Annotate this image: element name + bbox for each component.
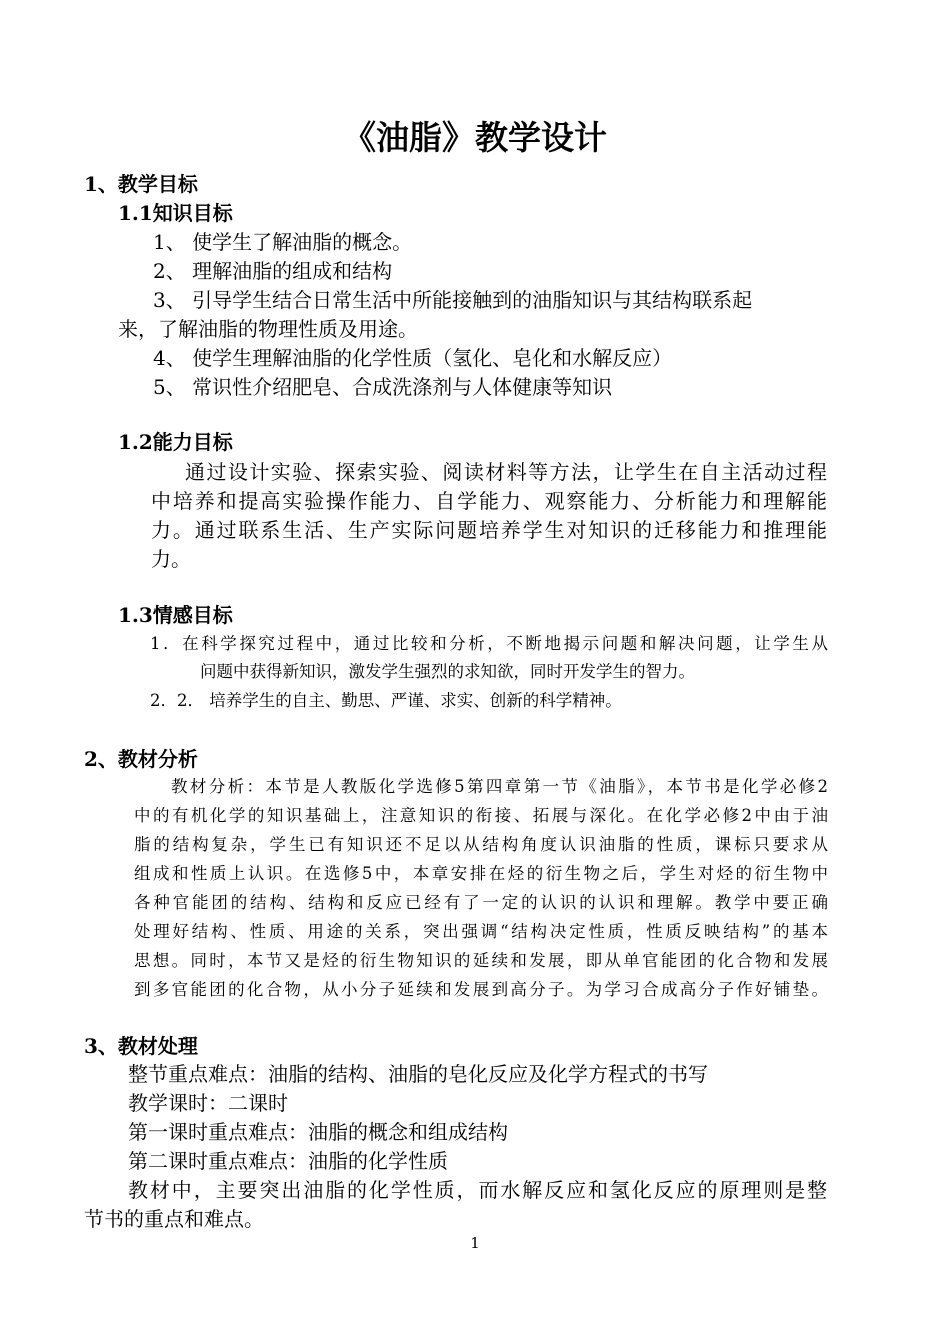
section-3-heading: 3、教材处理 <box>84 1034 198 1058</box>
processing-summary-line-1: 教材中，主要突出油脂的化学性质，而水解反应和氢化反应的原理则是整 <box>128 1178 827 1202</box>
analysis-line-8: 到多官能团的化合物，从小分子延续和发展到高分子。为学习合成高分子作好铺垫。 <box>134 980 828 999</box>
knowledge-goal-2: 2、 理解油脂的组成和结构 <box>153 259 393 283</box>
processing-second-class: 第二课时重点难点：油脂的化学性质 <box>128 1149 448 1173</box>
section-1-1-heading: 1.1知识目标 <box>118 201 233 225</box>
ability-goal-line-4: 力。 <box>151 547 191 571</box>
emotion-goal-line-3: 2．2． 培养学生的自主、勤思、严谨、求实、创新的科学精神。 <box>150 691 622 710</box>
ability-goal-line-1: 通过设计实验、探索实验、阅读材料等方法，让学生在自主活动过程 <box>185 460 827 484</box>
knowledge-goal-1: 1、 使学生了解油脂的概念。 <box>153 230 413 254</box>
analysis-line-5: 各种官能团的结构、结构和反应已经有了一定的认识的认识和理解。教学中要正确 <box>134 893 828 912</box>
analysis-line-6: 处理好结构、性质、用途的关系，突出强调“结构决定性质，性质反映结构”的基本 <box>134 922 828 941</box>
ability-goal-line-2: 中培养和提高实验操作能力、自学能力、观察能力、分析能力和理解能 <box>151 489 827 513</box>
document-title: 《油脂》教学设计 <box>343 118 607 157</box>
section-1-3-heading: 1.3情感目标 <box>118 603 233 627</box>
analysis-line-1: 教材分析：本节是人教版化学选修5第四章第一节《油脂》，本节书是化学必修2 <box>171 777 828 796</box>
section-1-2-heading: 1.2能力目标 <box>118 430 233 454</box>
processing-class-hours: 教学课时：二课时 <box>128 1091 288 1115</box>
knowledge-goal-3-cont: 来，了解油脂的物理性质及用途。 <box>118 317 418 341</box>
emotion-goal-line-2: 问题中获得新知识，激发学生强烈的求知欲，同时开发学生的智力。 <box>200 662 695 681</box>
processing-first-class: 第一课时重点难点：油脂的概念和组成结构 <box>128 1120 508 1144</box>
processing-summary-line-2: 节书的重点和难点。 <box>84 1207 264 1231</box>
section-1-heading: 1、教学目标 <box>84 172 198 196</box>
processing-key-points: 整节重点难点：油脂的结构、油脂的皂化反应及化学方程式的书写 <box>128 1062 708 1086</box>
analysis-line-7: 思想。同时，本节又是烃的衍生物知识的延续和发展，即从单官能团的化合物和发展 <box>134 951 828 970</box>
knowledge-goal-3: 3、 引导学生结合日常生活中所能接触到的油脂知识与其结构联系起 <box>153 288 753 312</box>
section-2-heading: 2、教材分析 <box>84 747 198 771</box>
analysis-line-2: 中的有机化学的知识基础上，注意知识的衔接、拓展与深化。在化学必修2中由于油 <box>134 806 828 825</box>
emotion-goal-line-1: 1．在科学探究过程中，通过比较和分析，不断地揭示问题和解决问题，让学生从 <box>150 634 828 653</box>
analysis-line-4: 组成和性质上认识。在选修5中，本章安排在烃的衍生物之后，学生对烃的衍生物中 <box>134 864 828 883</box>
page-number: 1 <box>470 1234 480 1252</box>
knowledge-goal-5: 5、 常识性介绍肥皂、合成洗涤剂与人体健康等知识 <box>153 375 613 399</box>
knowledge-goal-4: 4、 使学生理解油脂的化学性质（氢化、皂化和水解反应） <box>153 346 673 370</box>
analysis-line-3: 脂的结构复杂，学生已有知识还不足以从结构角度认识油脂的性质，课标只要求从 <box>134 835 828 854</box>
ability-goal-line-3: 力。通过联系生活、生产实际问题培养学生对知识的迁移能力和推理能 <box>151 518 827 542</box>
